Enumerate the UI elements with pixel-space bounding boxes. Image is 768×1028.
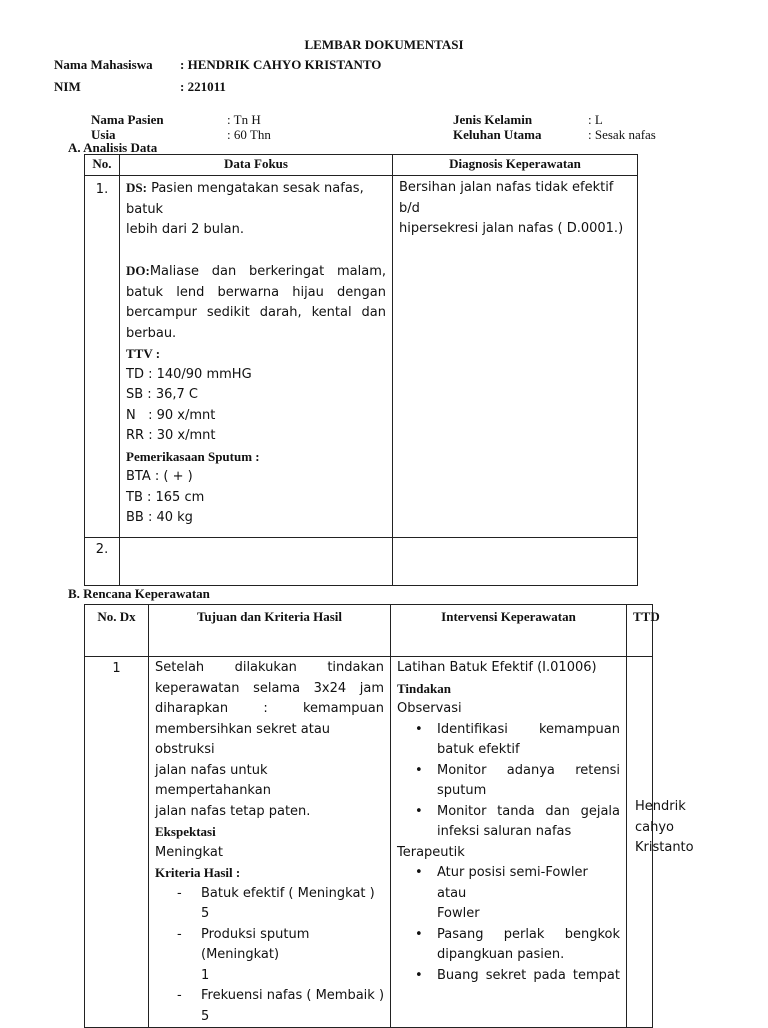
do-line-1: Maliase dan berkeringat malam, bbox=[149, 264, 386, 279]
plan-row-1-intervention bbox=[391, 657, 627, 1028]
action-label: Tindakan bbox=[397, 680, 451, 696]
analysis-row-2-focus bbox=[120, 538, 393, 586]
ttd-line-3: Kristanto bbox=[635, 840, 694, 855]
section-b-heading: B. Rencana Keperawatan bbox=[68, 586, 210, 601]
therapeutic-label: Terapeutik bbox=[397, 844, 465, 860]
goal-line-5: jalan nafas untuk mempertahankan bbox=[155, 762, 271, 798]
goal-line-3: diharapkan : kemampuan bbox=[155, 701, 384, 716]
body-bb: BB : 40 kg bbox=[126, 510, 193, 525]
criteria-list bbox=[155, 884, 384, 1028]
plan-header-row bbox=[85, 605, 653, 657]
expect-value: Meningkat bbox=[155, 844, 223, 860]
nim-value: : 221011 bbox=[180, 79, 226, 94]
ds-label: DS: bbox=[126, 180, 147, 195]
sputum-label: Pemerikasaan Sputum : bbox=[126, 448, 260, 464]
criteria-item: - Frekuensi nafas ( Membaik ) 5 bbox=[155, 986, 384, 1027]
ttd-line-1: Hendrik bbox=[635, 799, 686, 814]
patient-name-label: Nama Pasien bbox=[91, 112, 164, 127]
do-label: DO: bbox=[126, 263, 150, 278]
plan-header-goal: Tujuan dan Kriteria Hasil bbox=[149, 605, 391, 657]
do-line-3: bercampur sedikit darah, kental dan bbox=[126, 305, 386, 320]
do-line-2: batuk lend berwarna hijau dengan bbox=[126, 284, 386, 300]
analysis-header-row bbox=[85, 155, 638, 176]
observation-list bbox=[397, 720, 620, 843]
section-a-heading: A. Analisis Data bbox=[68, 140, 158, 155]
patient-sex-value: : L bbox=[588, 112, 603, 127]
plan-row-1-goal bbox=[149, 657, 391, 1028]
patient-age-value: : 60 Thn bbox=[227, 127, 271, 142]
plan-row-1 bbox=[85, 657, 653, 1028]
analysis-row-2 bbox=[85, 538, 638, 586]
criteria-item: - Produksi sputum (Meningkat) 1 bbox=[155, 925, 384, 987]
analysis-row-1-diagnosis bbox=[393, 176, 638, 538]
analysis-row-1 bbox=[85, 176, 638, 538]
observation-item: • Monitor tanda dan gejala infeksi saluran nafas bbox=[397, 802, 620, 843]
criteria-label: Kriteria Hasil : bbox=[155, 865, 241, 880]
plan-header-ttd: TTD bbox=[627, 605, 653, 657]
therapeutic-item: • Buang sekret pada tempat bbox=[397, 966, 620, 987]
body-tb: TB : 165 cm bbox=[126, 489, 205, 505]
analysis-row-2-diagnosis bbox=[393, 538, 638, 586]
goal-line-4: membersihkan sekret atau obstruksi bbox=[155, 721, 331, 757]
patient-age-label: Usia bbox=[91, 127, 116, 142]
plan-header-intervention: Intervensi Keperawatan bbox=[391, 605, 627, 657]
vital-n: N : 90 x/mnt bbox=[126, 407, 216, 423]
therapeutic-list bbox=[397, 863, 620, 986]
plan-table bbox=[84, 604, 694, 1028]
patient-complaint-label: Keluhan Utama bbox=[453, 127, 542, 142]
therapeutic-item: • Pasang perlak bengkok dipangkuan pasien. bbox=[397, 925, 620, 966]
analysis-header-focus: Data Fokus bbox=[120, 155, 393, 176]
ds-text-2: lebih dari 2 bulan. bbox=[126, 222, 244, 237]
diagnosis-line-1: Bersihan jalan nafas tidak efektif b/d bbox=[399, 180, 614, 216]
sputum-bta: BTA : ( + ) bbox=[126, 469, 193, 484]
goal-line-1: Setelah dilakukan tindakan bbox=[155, 660, 384, 675]
analysis-header-diagnosis: Diagnosis Keperawatan bbox=[393, 155, 638, 176]
student-name-label: Nama Mahasiswa bbox=[54, 57, 153, 72]
plan-header-no: No. Dx bbox=[85, 605, 149, 657]
analysis-row-1-focus bbox=[120, 176, 393, 538]
observation-label: Observasi bbox=[397, 701, 462, 716]
ttv-label: TTV : bbox=[126, 346, 161, 361]
analysis-row-1-no: 1. bbox=[85, 176, 120, 538]
analysis-row-2-no: 2. bbox=[85, 538, 120, 586]
patient-complaint-value: : Sesak nafas bbox=[588, 127, 656, 142]
nim-label: NIM bbox=[54, 79, 81, 94]
vital-sb: SB : 36,7 C bbox=[126, 387, 198, 402]
therapeutic-item: • Atur posisi semi-Fowler atau Fowler bbox=[397, 863, 620, 925]
patient-name-value: : Tn H bbox=[227, 112, 261, 127]
expect-label: Ekspektasi bbox=[155, 824, 216, 839]
document-title: LEMBAR DOKUMENTASI bbox=[304, 37, 464, 52]
vital-td: TD : 140/90 mmHG bbox=[126, 366, 252, 382]
intervention-title: Latihan Batuk Efektif (I.01006) bbox=[397, 660, 597, 675]
ds-text-1: Pasien mengatakan sesak nafas, batuk bbox=[126, 181, 364, 217]
plan-row-1-ttd bbox=[627, 657, 694, 1028]
vital-rr: RR : 30 x/mnt bbox=[126, 428, 216, 443]
student-name-value: : HENDRIK CAHYO KRISTANTO bbox=[180, 57, 382, 72]
analysis-table bbox=[84, 154, 638, 586]
patient-sex-label: Jenis Kelamin bbox=[453, 112, 533, 127]
diagnosis-line-2: hipersekresi jalan nafas ( D.0001.) bbox=[399, 221, 624, 236]
analysis-header-no: No. bbox=[85, 155, 120, 176]
goal-line-6: jalan nafas tetap paten. bbox=[155, 803, 311, 819]
criteria-item: - Batuk efektif ( Meningkat ) 5 bbox=[155, 884, 384, 925]
ttd-line-2: cahyo bbox=[635, 819, 674, 835]
observation-item: • Identifikasi kemampuan batuk efektif bbox=[397, 720, 620, 761]
observation-item: • Monitor adanya retensi sputum bbox=[397, 761, 620, 802]
plan-row-1-no: 1 bbox=[85, 657, 149, 1028]
goal-line-2: keperawatan selama 3x24 jam bbox=[155, 680, 384, 696]
do-line-4: berbau. bbox=[126, 325, 177, 341]
